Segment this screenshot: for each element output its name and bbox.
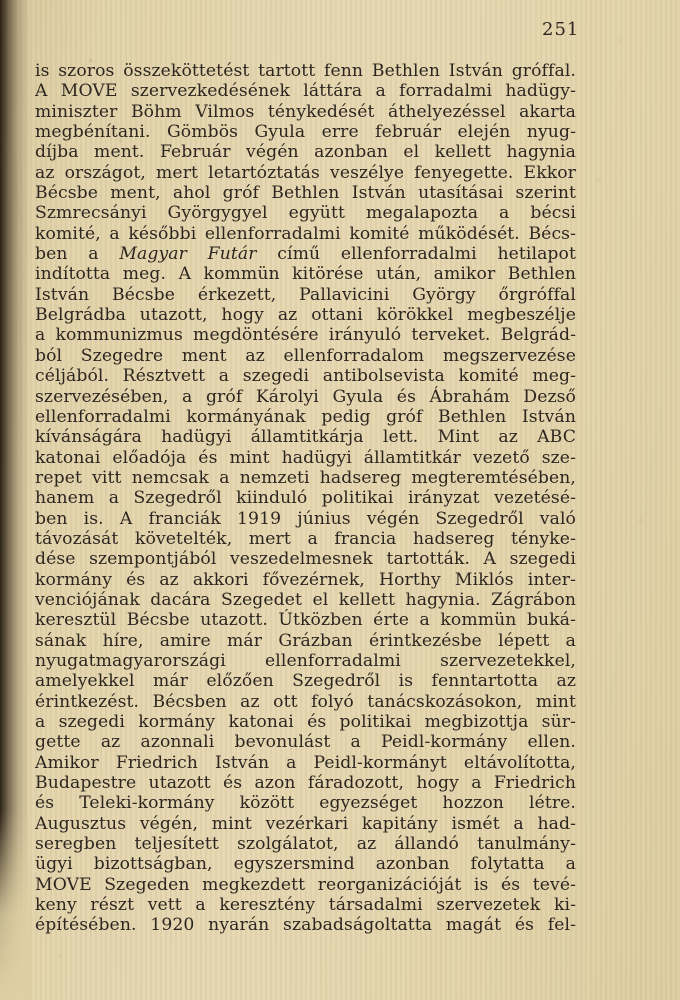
text-line: gette az azonnali bevonulást a Peidl-kormány ellen. (35, 732, 576, 753)
text-line: indította meg. A kommün kitörése után, amikor Bethlen (35, 264, 576, 285)
text-line: megbénítani. Gömbös Gyula erre február elején nyug- (35, 122, 576, 143)
text-line: MOVE Szegeden megkezdett reorganizációját is és tevé- (35, 874, 576, 895)
text-line: a szegedi kormány katonai és politikai megbizottja sür- (35, 712, 576, 732)
text-line: repet vitt nemcsak a nemzeti hadsereg megteremtésében, (35, 467, 576, 488)
text-line: ból Szegedre ment az ellenforradalom megszervezése (35, 345, 576, 366)
text-line: a kommunizmus megdöntésére irányuló terveket. Belgrád- (35, 325, 576, 346)
text-line: nyugatmagyarországi ellenforradalmi szervezetekkel, (35, 650, 576, 671)
text-line: kormány és az akkori fővezérnek, Horthy Miklós inter- (35, 569, 576, 590)
text-line: építésében. 1920 nyarán szabadságoltatta magát és fel- (35, 915, 576, 936)
text-line: A MOVE szervezkedésének láttára a forradalmi hadügy- (35, 81, 576, 102)
text-line: Belgrádba utazott, hogy az ottani körökkel megbeszélje (35, 305, 576, 326)
text-line: kívánságára hadügyi államtitkárja lett. Mint az ABC (35, 427, 576, 448)
text-line: és Teleki-kormány között egyezséget hozzon létre. (35, 793, 576, 814)
text-line: seregben teljesített szolgálatot, az állandó tanulmány- (35, 834, 576, 855)
text-line: katonai előadója és mint hadügyi államtitkár vezető sze- (35, 447, 576, 468)
paper-speckles (0, 0, 1, 1)
text-line: ellenforradalmi kormányának pedig gróf Bethlen István (35, 406, 576, 427)
text-line: Amikor Friedrich István a Peidl-kormányt eltávolította, (35, 752, 576, 773)
text-line: venciójának dacára Szegedet el kellett hagynia. Zágrábon (35, 589, 576, 610)
text-line: Bécsbe ment, ahol gróf Bethlen István utasításai szerint (35, 183, 576, 204)
text-line: keny részt vett a keresztény társadalmi szervezetek ki- (35, 895, 576, 916)
text-line: amelyekkel már előzően Szegedről is fenntartotta az (35, 671, 576, 692)
text-line: komité, a későbbi ellenforradalmi komité működését. Bécs- (35, 223, 576, 244)
text-line: ben a Magyar Futár című ellenforradalmi hetilapot (35, 244, 576, 265)
text-line: céljából. Résztvett a szegedi antibolsevista komité meg- (35, 366, 576, 387)
text-line: az országot, mert letartóztatás veszélye fenyegette. Ekkor (35, 162, 576, 183)
text-line: Augusztus végén, mint vezérkari kapitány ismét a had- (35, 813, 576, 834)
text-line: dése szempontjából veszedelmesnek tartották. A szegedi (35, 549, 576, 570)
text-line: Budapestre utazott és azon fáradozott, hogy a Friedrich (35, 773, 576, 794)
text-line: ben is. A franciák 1919 június végén Szegedről való (35, 508, 576, 529)
text-line: díjba ment. Február végén azonban el kellett hagynia (35, 142, 576, 163)
text-line: ügyi bizottságban, egyszersmind azonban folytatta a (35, 854, 576, 875)
text-line: is szoros összeköttetést tartott fenn Bethlen István gróffal. (35, 61, 576, 81)
text-line: távozását követelték, mert a francia hadsereg tényke- (35, 528, 576, 549)
text-line: szervezésében, a gróf Károlyi Gyula és Ábrahám Dezső (35, 386, 576, 407)
text-line: hanem a Szegedről kiinduló politikai irányzat vezetésé- (35, 488, 576, 509)
text-line: keresztül Bécsbe utazott. Útközben érte a kommün buká- (35, 610, 576, 631)
text-line: István Bécsbe érkezett, Pallavicini György őrgróffal (35, 284, 576, 305)
text-line: miniszter Böhm Vilmos ténykedését áthelyezéssel akarta (35, 101, 576, 122)
book-gutter-shadow-fade (0, 810, 30, 1000)
text-line: Szmrecsányi Györgygyel együtt megalapozta a bécsi (35, 203, 576, 224)
text-line: érintkezést. Bécsben az ott folyó tanácskozásokon, mint (35, 691, 576, 712)
body-text (35, 61, 576, 936)
page-number: 251 (542, 19, 580, 40)
text-line: sának híre, amire már Grázban érintkezésbe lépett a (35, 630, 576, 651)
